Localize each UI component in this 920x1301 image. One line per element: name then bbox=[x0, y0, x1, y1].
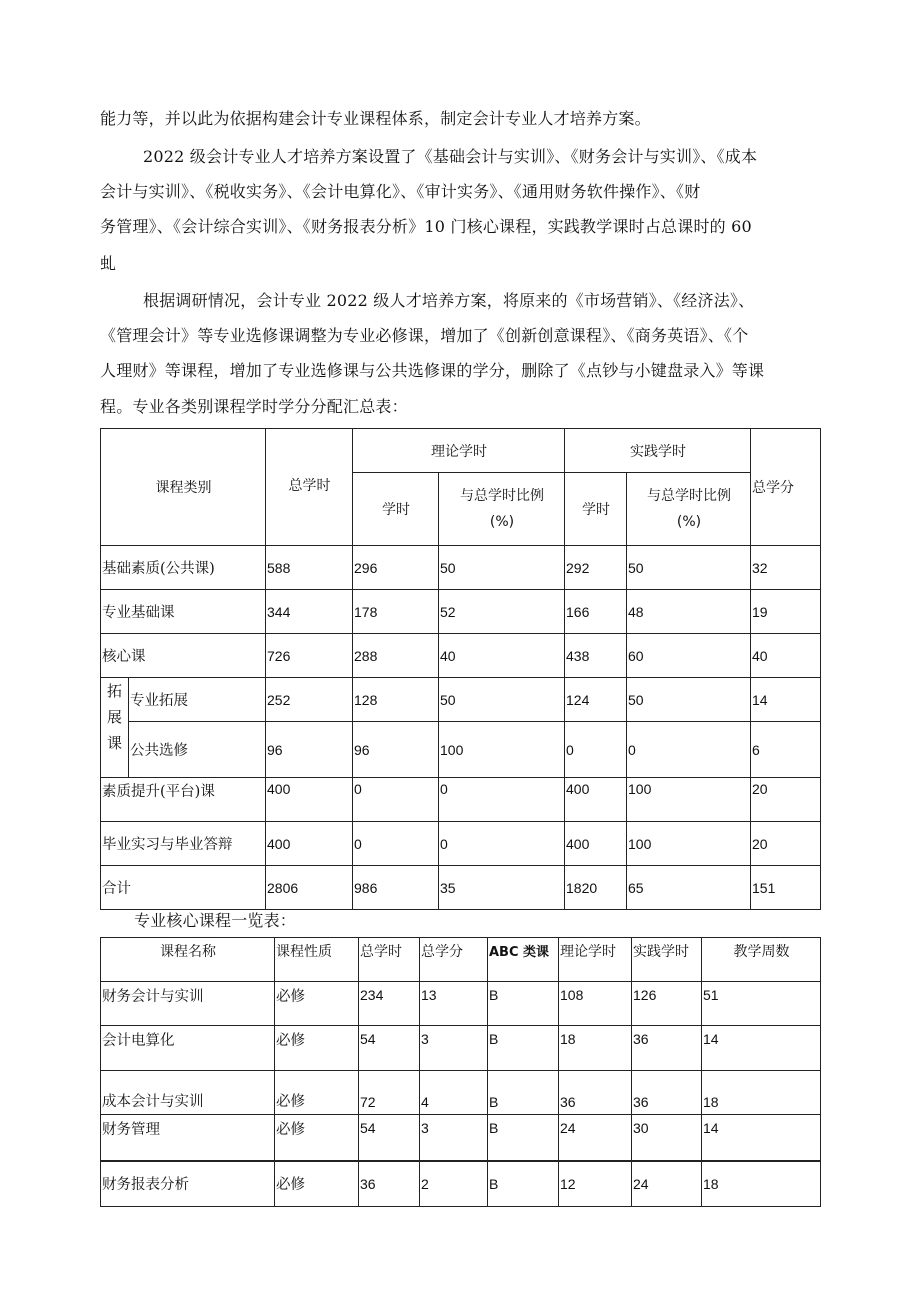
paragraph-3-line-3: 人理财》等课程，增加了专业选修课与公共选修课的学分，删除了《点钞与小键盘录入》等课 bbox=[100, 361, 765, 380]
course-nature: 必修 bbox=[275, 1026, 359, 1071]
header-category: 课程类别 bbox=[101, 429, 266, 546]
paragraph-2-line-2: 会计与实训》、《税收实务》、《会计电算化》、《审计实务》、《通用财务软件操作》、《财 bbox=[100, 182, 701, 201]
cell-theory: 0 bbox=[353, 822, 439, 866]
cell-theory-ratio: 50 bbox=[439, 678, 565, 722]
course-hours: 54 bbox=[359, 1115, 420, 1161]
cell-practice: 0 bbox=[565, 722, 627, 778]
cell-total: 344 bbox=[266, 590, 353, 634]
course-weeks: 14 bbox=[702, 1115, 821, 1161]
course-hours: 234 bbox=[359, 982, 420, 1026]
paragraph-3-line-4: 程。专业各类别课程学时学分分配汇总表： bbox=[100, 397, 408, 416]
cell-total: 2806 bbox=[266, 866, 353, 910]
header-practice-hours: 学时 bbox=[565, 473, 627, 546]
table-row bbox=[101, 1026, 821, 1071]
credit-distribution-table bbox=[100, 428, 821, 910]
course-abc: B bbox=[488, 982, 559, 1026]
course-nature: 必修 bbox=[275, 1115, 359, 1161]
course-theory: 36 bbox=[559, 1071, 632, 1115]
cell-credits: 32 bbox=[751, 546, 821, 590]
table-row bbox=[101, 722, 821, 778]
header-total-hours: 总学时 bbox=[266, 429, 353, 546]
table-row bbox=[101, 1161, 821, 1207]
cell-theory-ratio: 0 bbox=[439, 778, 565, 822]
cell-practice-ratio: 65 bbox=[627, 866, 751, 910]
cell-theory-ratio: 100 bbox=[439, 722, 565, 778]
table-row bbox=[101, 866, 821, 910]
cell-practice-ratio: 50 bbox=[627, 678, 751, 722]
header-total-hours: 总学时 bbox=[359, 938, 420, 982]
course-name: 成本会计与实训 bbox=[101, 1071, 275, 1115]
group-char: 拓 bbox=[106, 682, 122, 700]
header-practice: 实践学时 bbox=[565, 429, 751, 473]
header-teaching-weeks: 教学周数 bbox=[702, 938, 821, 982]
cell-credits: 151 bbox=[751, 866, 821, 910]
header-credits: 总学分 bbox=[751, 429, 821, 546]
cell-practice: 166 bbox=[565, 590, 627, 634]
table-row bbox=[101, 778, 821, 822]
cell-practice-ratio: 60 bbox=[627, 634, 751, 678]
ratio-label: 与总学时比例 bbox=[460, 488, 544, 504]
cell-theory: 96 bbox=[353, 722, 439, 778]
cell-practice: 400 bbox=[565, 778, 627, 822]
cell-total: 588 bbox=[266, 546, 353, 590]
cell-credits: 14 bbox=[751, 678, 821, 722]
cell-credits: 20 bbox=[751, 778, 821, 822]
cell-practice-ratio: 48 bbox=[627, 590, 751, 634]
course-hours: 72 bbox=[359, 1071, 420, 1115]
course-nature: 必修 bbox=[275, 982, 359, 1026]
paragraph-3-line-2: 《管理会计》等专业选修课调整为专业必修课，增加了《创新创意课程》、《商务英语》、《个 bbox=[100, 326, 749, 345]
header-practice-ratio bbox=[627, 473, 751, 546]
row-name: 合计 bbox=[101, 866, 266, 910]
row-name: 毕业实习与毕业答辩 bbox=[101, 822, 266, 866]
course-abc: B bbox=[488, 1071, 559, 1115]
cell-total: 726 bbox=[266, 634, 353, 678]
cell-credits: 40 bbox=[751, 634, 821, 678]
cell-total: 400 bbox=[266, 822, 353, 866]
course-abc: B bbox=[488, 1026, 559, 1071]
ratio-unit: (%) bbox=[489, 514, 515, 530]
row-name: 素质提升(平台)课 bbox=[101, 778, 266, 822]
header-theory-hours: 理论学时 bbox=[559, 938, 632, 982]
course-hours: 36 bbox=[359, 1161, 420, 1207]
paragraph-1: 能力等，并以此为依据构建会计专业课程体系，制定会计专业人才培养方案。 bbox=[100, 109, 651, 128]
core-course-table bbox=[100, 937, 821, 1207]
cell-total: 252 bbox=[266, 678, 353, 722]
course-practice: 24 bbox=[632, 1161, 702, 1207]
course-name: 财务报表分析 bbox=[101, 1161, 275, 1207]
cell-total: 96 bbox=[266, 722, 353, 778]
course-credits: 2 bbox=[420, 1161, 488, 1207]
ratio-unit: (%) bbox=[676, 514, 702, 530]
course-theory: 12 bbox=[559, 1161, 632, 1207]
course-theory: 18 bbox=[559, 1026, 632, 1071]
cell-practice-ratio: 0 bbox=[627, 722, 751, 778]
cell-credits: 20 bbox=[751, 822, 821, 866]
header-course-nature: 课程性质 bbox=[275, 938, 359, 982]
cell-theory-ratio: 52 bbox=[439, 590, 565, 634]
header-total-credits: 总学分 bbox=[420, 938, 488, 982]
row-name: 专业拓展 bbox=[129, 678, 266, 722]
cell-theory: 128 bbox=[353, 678, 439, 722]
course-nature: 必修 bbox=[275, 1161, 359, 1207]
course-name: 会计电算化 bbox=[101, 1026, 275, 1071]
row-name: 公共选修 bbox=[129, 722, 266, 778]
course-nature: 必修 bbox=[275, 1071, 359, 1115]
row-name: 基础素质(公共课) bbox=[101, 546, 266, 590]
table-row bbox=[101, 546, 821, 590]
cell-theory-ratio: 0 bbox=[439, 822, 565, 866]
cell-theory: 986 bbox=[353, 866, 439, 910]
group-char: 课 bbox=[106, 734, 122, 752]
group-char: 展 bbox=[106, 708, 122, 726]
course-practice: 30 bbox=[632, 1115, 702, 1161]
course-theory: 108 bbox=[559, 982, 632, 1026]
cell-theory: 0 bbox=[353, 778, 439, 822]
paragraph-3-line-1: 根据调研情况，会计专业 2022 级人才培养方案，将原来的《市场营销》、《经济法》、 bbox=[143, 291, 755, 310]
course-credits: 3 bbox=[420, 1026, 488, 1071]
course-weeks: 18 bbox=[702, 1161, 821, 1207]
extension-group-label bbox=[101, 678, 129, 778]
table-row bbox=[101, 678, 821, 722]
cell-practice: 438 bbox=[565, 634, 627, 678]
course-practice: 36 bbox=[632, 1071, 702, 1115]
row-name: 专业基础课 bbox=[101, 590, 266, 634]
cell-practice: 292 bbox=[565, 546, 627, 590]
cell-practice-ratio: 50 bbox=[627, 546, 751, 590]
course-credits: 4 bbox=[420, 1071, 488, 1115]
table-2-caption: 专业核心课程一览表： bbox=[134, 911, 297, 930]
cell-theory: 288 bbox=[353, 634, 439, 678]
table-row bbox=[101, 634, 821, 678]
header-theory: 理论学时 bbox=[353, 429, 565, 473]
cell-theory-ratio: 40 bbox=[439, 634, 565, 678]
course-weeks: 18 bbox=[702, 1071, 821, 1115]
header-theory-hours: 学时 bbox=[353, 473, 439, 546]
course-practice: 36 bbox=[632, 1026, 702, 1071]
cell-credits: 19 bbox=[751, 590, 821, 634]
table-row bbox=[101, 1071, 821, 1115]
course-abc: B bbox=[488, 1161, 559, 1207]
course-weeks: 51 bbox=[702, 982, 821, 1026]
course-name: 财务会计与实训 bbox=[101, 982, 275, 1026]
course-credits: 13 bbox=[420, 982, 488, 1026]
course-abc: B bbox=[488, 1115, 559, 1161]
header-abc-type: ABC 类课 bbox=[488, 938, 559, 982]
course-credits: 3 bbox=[420, 1115, 488, 1161]
header-course-name: 课程名称 bbox=[101, 938, 275, 982]
table-row bbox=[101, 1115, 821, 1161]
cell-theory: 178 bbox=[353, 590, 439, 634]
cell-practice: 1820 bbox=[565, 866, 627, 910]
paragraph-2-line-4: 虬 bbox=[100, 254, 117, 273]
header-practice-hours: 实践学时 bbox=[632, 938, 702, 982]
cell-theory-ratio: 35 bbox=[439, 866, 565, 910]
paragraph-2-line-1: 2022 级会计专业人才培养方案设置了《基础会计与实训》、《财务会计与实训》、《成本 bbox=[143, 147, 758, 166]
row-name: 核心课 bbox=[101, 634, 266, 678]
paragraph-2-line-3: 务管理》、《会计综合实训》、《财务报表分析》10 门核心课程，实践教学课时占总课时的 60 bbox=[100, 217, 752, 236]
table-row bbox=[101, 590, 821, 634]
course-hours: 54 bbox=[359, 1026, 420, 1071]
header-theory-ratio bbox=[439, 473, 565, 546]
table-row bbox=[101, 822, 821, 866]
cell-theory-ratio: 50 bbox=[439, 546, 565, 590]
course-theory: 24 bbox=[559, 1115, 632, 1161]
cell-credits: 6 bbox=[751, 722, 821, 778]
cell-practice: 400 bbox=[565, 822, 627, 866]
table-row bbox=[101, 982, 821, 1026]
ratio-label: 与总学时比例 bbox=[647, 488, 731, 504]
cell-practice-ratio: 100 bbox=[627, 778, 751, 822]
cell-theory: 296 bbox=[353, 546, 439, 590]
course-practice: 126 bbox=[632, 982, 702, 1026]
course-name: 财务管理 bbox=[101, 1115, 275, 1161]
course-weeks: 14 bbox=[702, 1026, 821, 1071]
cell-total: 400 bbox=[266, 778, 353, 822]
cell-practice-ratio: 100 bbox=[627, 822, 751, 866]
cell-practice: 124 bbox=[565, 678, 627, 722]
